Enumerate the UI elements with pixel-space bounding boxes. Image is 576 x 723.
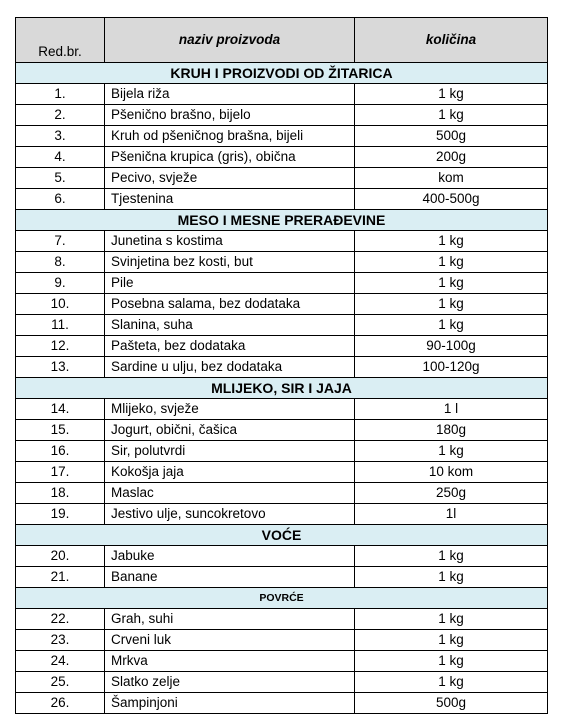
row-number: 7.	[16, 231, 105, 252]
product-quantity: 1 kg	[355, 546, 548, 567]
row-number: 19.	[16, 504, 105, 525]
product-quantity: 200g	[355, 147, 548, 168]
section-header-row	[16, 378, 548, 399]
row-number: 24.	[16, 651, 105, 672]
table-row	[16, 462, 548, 483]
product-quantity: 1 kg	[355, 567, 548, 588]
section-header-row	[16, 210, 548, 231]
row-number: 20.	[16, 546, 105, 567]
table-body	[16, 63, 548, 714]
table-row	[16, 231, 548, 252]
product-quantity: 1l	[355, 504, 548, 525]
row-number: 21.	[16, 567, 105, 588]
table-row	[16, 294, 548, 315]
product-name: Tjestenina	[105, 189, 355, 210]
table-row	[16, 546, 548, 567]
table-row	[16, 420, 548, 441]
row-number: 11.	[16, 315, 105, 336]
product-name: Mlijeko, svježe	[105, 399, 355, 420]
row-number: 25.	[16, 672, 105, 693]
product-name: Mrkva	[105, 651, 355, 672]
product-quantity: 1 kg	[355, 651, 548, 672]
product-name: Svinjetina bez kosti, but	[105, 252, 355, 273]
row-number: 13.	[16, 357, 105, 378]
product-quantity: 1 kg	[355, 441, 548, 462]
product-name: Kruh od pšeničnog brašna, bijeli	[105, 126, 355, 147]
row-number: 17.	[16, 462, 105, 483]
product-name: Sardine u ulju, bez dodataka	[105, 357, 355, 378]
product-quantity: 250g	[355, 483, 548, 504]
row-number: 6.	[16, 189, 105, 210]
row-number: 23.	[16, 630, 105, 651]
product-name: Jestivo ulje, suncokretovo	[105, 504, 355, 525]
product-quantity: 10 kom	[355, 462, 548, 483]
product-quantity: 1 kg	[355, 672, 548, 693]
product-name: Posebna salama, bez dodataka	[105, 294, 355, 315]
table-row	[16, 105, 548, 126]
table-row	[16, 357, 548, 378]
section-title: MLIJEKO, SIR I JAJA	[16, 378, 548, 399]
table-row	[16, 651, 548, 672]
product-quantity: 1 kg	[355, 252, 548, 273]
row-number: 18.	[16, 483, 105, 504]
product-name: Pecivo, svježe	[105, 168, 355, 189]
table-row	[16, 147, 548, 168]
product-name: Junetina s kostima	[105, 231, 355, 252]
row-number: 8.	[16, 252, 105, 273]
header-number: Red.br.	[16, 18, 105, 63]
product-quantity: 90-100g	[355, 336, 548, 357]
row-number: 9.	[16, 273, 105, 294]
product-quantity: 1 kg	[355, 84, 548, 105]
table-row	[16, 273, 548, 294]
row-number: 10.	[16, 294, 105, 315]
product-name: Bijela riža	[105, 84, 355, 105]
table-row	[16, 693, 548, 714]
row-number: 14.	[16, 399, 105, 420]
product-name: Šampinjoni	[105, 693, 355, 714]
table-row	[16, 609, 548, 630]
header-quantity: količina	[355, 18, 548, 63]
section-header-row	[16, 588, 548, 609]
product-name: Pile	[105, 273, 355, 294]
product-quantity: 1 kg	[355, 294, 548, 315]
section-header-row	[16, 63, 548, 84]
section-title: MESO I MESNE PRERAĐEVINE	[16, 210, 548, 231]
table-row	[16, 336, 548, 357]
table-row	[16, 441, 548, 462]
product-name: Pšenična krupica (gris), obična	[105, 147, 355, 168]
product-name: Pašteta, bez dodataka	[105, 336, 355, 357]
product-quantity: 1 kg	[355, 630, 548, 651]
product-name: Maslac	[105, 483, 355, 504]
table-row	[16, 483, 548, 504]
product-name: Pšenično brašno, bijelo	[105, 105, 355, 126]
product-name: Slatko zelje	[105, 672, 355, 693]
product-name: Grah, suhi	[105, 609, 355, 630]
table-row	[16, 168, 548, 189]
row-number: 5.	[16, 168, 105, 189]
row-number: 1.	[16, 84, 105, 105]
row-number: 26.	[16, 693, 105, 714]
table-row	[16, 252, 548, 273]
product-name: Sir, polutvrdi	[105, 441, 355, 462]
table-header-row	[16, 18, 548, 63]
header-product-name: naziv proizvoda	[105, 18, 355, 63]
row-number: 4.	[16, 147, 105, 168]
product-name: Banane	[105, 567, 355, 588]
product-quantity: 180g	[355, 420, 548, 441]
table-row	[16, 126, 548, 147]
section-header-row	[16, 525, 548, 546]
section-title: POVRĆE	[16, 588, 548, 609]
product-name: Kokošja jaja	[105, 462, 355, 483]
table-row	[16, 315, 548, 336]
table-row	[16, 630, 548, 651]
product-quantity: kom	[355, 168, 548, 189]
product-quantity: 1 kg	[355, 105, 548, 126]
table-row	[16, 399, 548, 420]
product-quantity: 1 l	[355, 399, 548, 420]
product-name: Jogurt, obični, čašica	[105, 420, 355, 441]
table-row	[16, 567, 548, 588]
section-title: VOĆE	[16, 525, 548, 546]
row-number: 3.	[16, 126, 105, 147]
product-quantity: 1 kg	[355, 609, 548, 630]
table-row	[16, 672, 548, 693]
table-row	[16, 84, 548, 105]
product-quantity: 400-500g	[355, 189, 548, 210]
product-name: Crveni luk	[105, 630, 355, 651]
table-row	[16, 189, 548, 210]
product-name: Slanina, suha	[105, 315, 355, 336]
product-quantity: 500g	[355, 693, 548, 714]
table-row	[16, 504, 548, 525]
product-quantity: 500g	[355, 126, 548, 147]
product-name: Jabuke	[105, 546, 355, 567]
row-number: 12.	[16, 336, 105, 357]
product-table	[15, 17, 548, 714]
row-number: 22.	[16, 609, 105, 630]
product-quantity: 100-120g	[355, 357, 548, 378]
section-title: KRUH I PROIZVODI OD ŽITARICA	[16, 63, 548, 84]
row-number: 2.	[16, 105, 105, 126]
product-quantity: 1 kg	[355, 315, 548, 336]
product-quantity: 1 kg	[355, 231, 548, 252]
row-number: 15.	[16, 420, 105, 441]
product-quantity: 1 kg	[355, 273, 548, 294]
row-number: 16.	[16, 441, 105, 462]
